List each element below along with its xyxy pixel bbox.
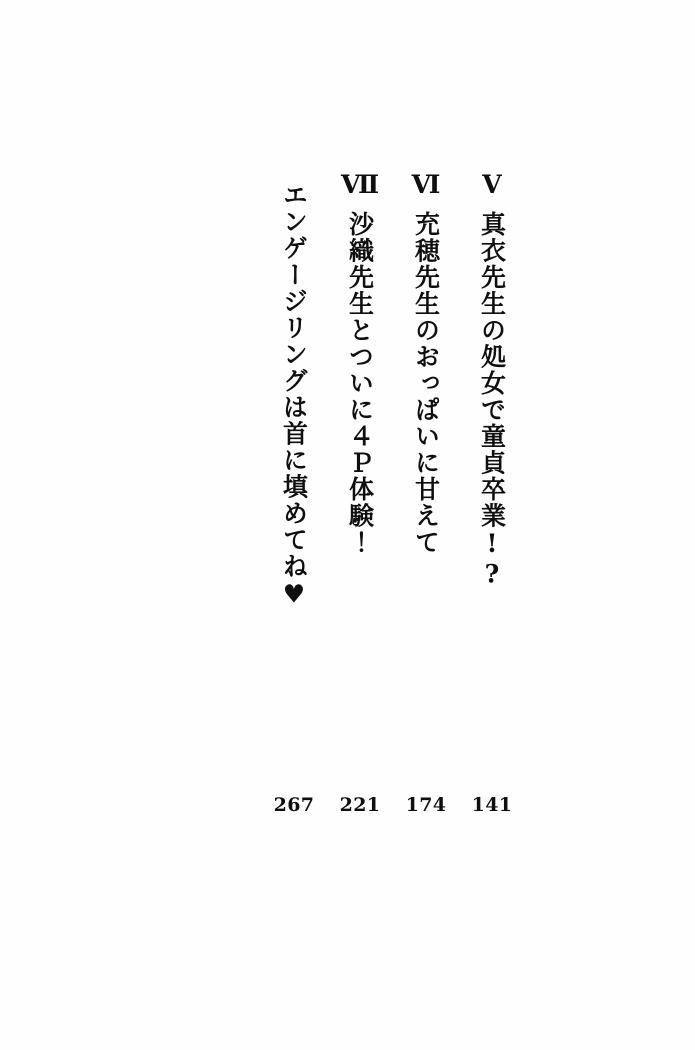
- toc-entry: [327, 170, 393, 556]
- table-of-contents: [0, 170, 695, 670]
- toc-entry: [261, 170, 327, 610]
- toc-entry: [393, 170, 459, 556]
- toc-entry-title: 沙織先生とついに４Ｐ体験！: [345, 211, 375, 556]
- toc-entry-title: 真衣先生の処女で童貞卒業!?: [477, 211, 507, 590]
- toc-page-number: 267: [273, 794, 315, 816]
- toc-page-number: 221: [339, 794, 381, 816]
- toc-entry-numeral: Ⅵ: [411, 170, 441, 199]
- toc-entry-numeral: Ⅴ: [477, 170, 507, 199]
- toc-entry: [459, 170, 525, 590]
- toc-entry-numeral: Ⅶ: [345, 170, 375, 199]
- toc-page-number: 174: [405, 794, 447, 816]
- toc-page-numbers: [0, 790, 695, 820]
- toc-entry-title: 充穂先生のおっぱいに甘えて: [411, 211, 441, 556]
- toc-page-number: 141: [471, 794, 513, 816]
- toc-entry-title: エンゲージリングは首に填めてね♥: [279, 182, 309, 610]
